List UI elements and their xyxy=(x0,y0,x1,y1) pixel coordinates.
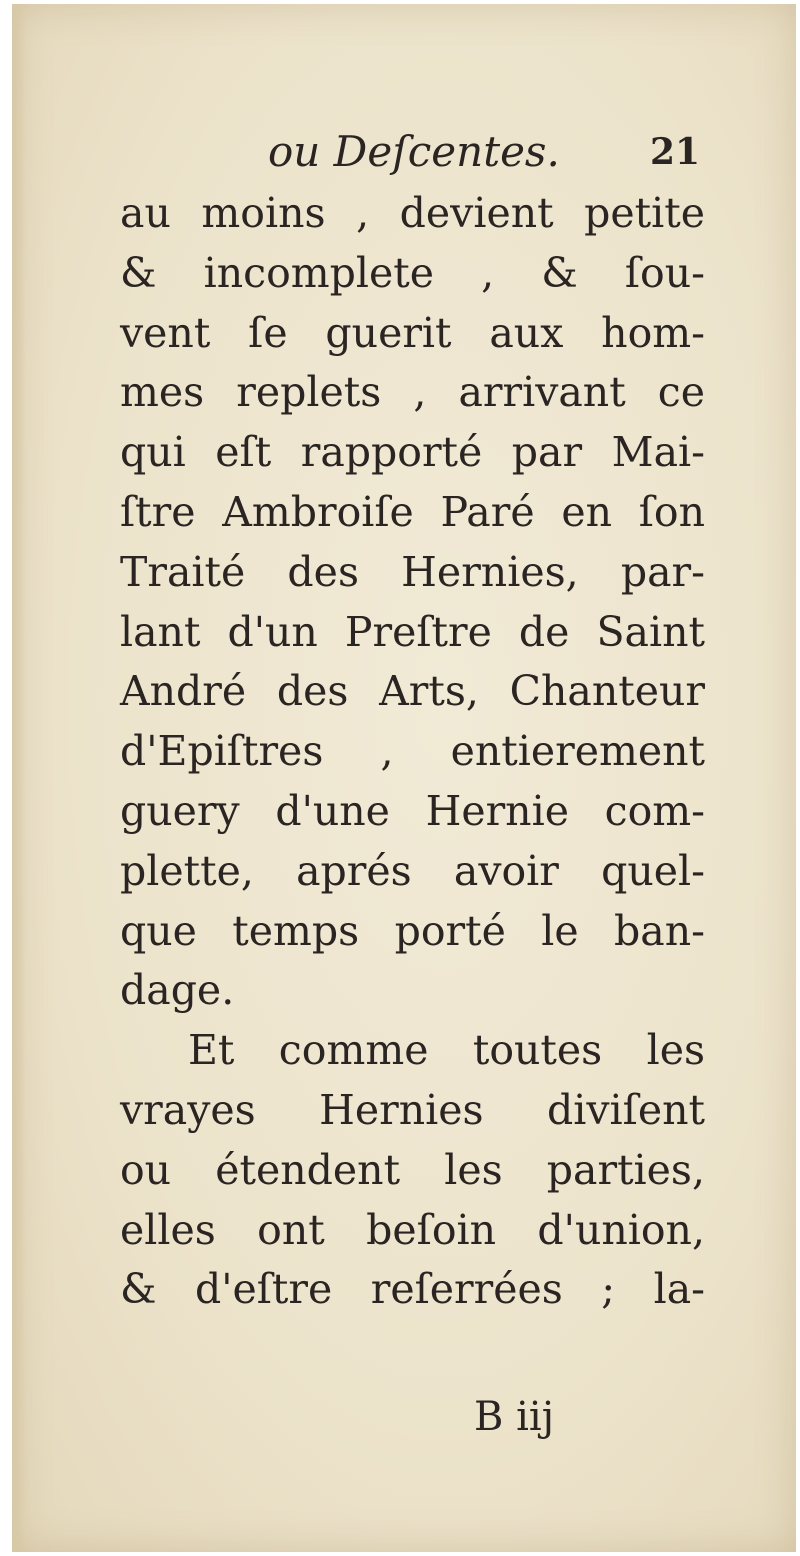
text-line: d'Epiſtres , entierement xyxy=(120,727,705,776)
text-line: ſtre Ambroiſe Paré en ſon xyxy=(120,487,705,536)
text-line: ou étendent les parties, xyxy=(120,1145,705,1194)
text-line: au moins , devient petite xyxy=(120,189,705,237)
text-line: plette, aprés avoir quel- xyxy=(120,846,705,895)
text-line: & incomplete , & ſou- xyxy=(120,248,705,297)
text-line: lant d'un Preſtre de Saint xyxy=(120,607,705,656)
signature-mark: B iij xyxy=(474,1394,555,1440)
body-text xyxy=(120,184,705,1320)
text-line: guery d'une Hernie com- xyxy=(120,786,705,835)
text-line: elles ont beſoin d'union, xyxy=(120,1205,705,1254)
text-line: mes replets , arrivant ce xyxy=(120,368,705,417)
text-line: vrayes Hernies diviſent xyxy=(120,1085,705,1134)
text-line: que temps porté le ban- xyxy=(120,906,705,955)
text-line-paragraph-start: Et comme toutes les xyxy=(188,1026,705,1075)
text-line: vent ſe guerit aux hom- xyxy=(120,308,705,357)
page-number: 21 xyxy=(650,131,701,173)
text-line: André des Arts, Chanteur xyxy=(120,667,705,716)
text-line: Traité des Hernies, par- xyxy=(120,547,705,596)
page-edge-shadow xyxy=(12,4,26,1552)
text-line: qui eſt rapporté par Mai- xyxy=(120,428,705,477)
text-line-paragraph-end: dage. xyxy=(120,966,235,1015)
running-head: ou Deſcentes. xyxy=(268,127,560,176)
book-page xyxy=(12,4,796,1552)
page-header xyxy=(12,122,796,182)
text-line: & d'eſtre reſerrées ; la- xyxy=(120,1265,705,1314)
